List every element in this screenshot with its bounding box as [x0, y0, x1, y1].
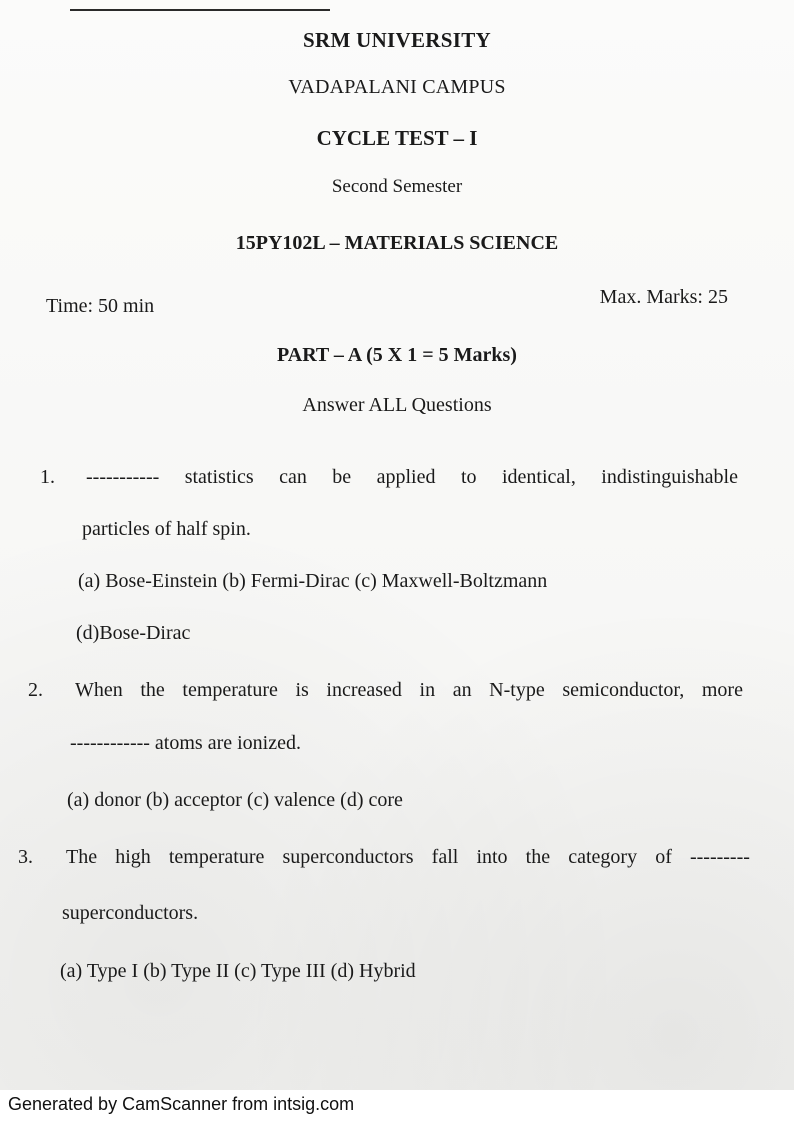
answer-options: (a) donor (b) acceptor (c) valence (d) core [67, 789, 403, 811]
answer-options: (d)Bose-Dirac [76, 622, 191, 644]
scanner-footer [0, 1090, 794, 1123]
question-word: be [332, 466, 352, 488]
question-word: semiconductor, [562, 679, 685, 701]
university-name: SRM UNIVERSITY [303, 28, 491, 52]
question-word: an [452, 679, 472, 701]
question-word: indistinguishable [601, 466, 738, 488]
question-word: temperature [168, 846, 265, 868]
answer-options: (a) Type I (b) Type II (c) Type III (d) Hybrid [60, 960, 416, 982]
question-number: 2. [28, 679, 43, 701]
question-word: of [655, 846, 672, 868]
answer-options: (a) Bose-Einstein (b) Fermi-Dirac (c) Maxwell-Boltzmann [78, 570, 548, 592]
campus-name: VADAPALANI CAMPUS [288, 76, 506, 98]
max-marks: Max. Marks: 25 [599, 286, 728, 308]
part-title: PART – A (5 X 1 = 5 Marks) [277, 344, 517, 366]
question-word: N-type [489, 679, 545, 701]
question-word: fall [431, 846, 459, 868]
exam-time: Time: 50 min [46, 295, 155, 317]
question-word: the [140, 679, 165, 701]
question-word: in [419, 679, 436, 701]
course-title: 15PY102L – MATERIALS SCIENCE [235, 232, 559, 254]
question-word: is [295, 679, 309, 701]
question-word: category [568, 846, 638, 868]
question-text-line: superconductors. [62, 902, 199, 924]
question-text-line: ------------ atoms are ionized. [70, 732, 301, 754]
question-word: high [115, 846, 151, 868]
question-word: increased [326, 679, 402, 701]
question-word: more [701, 679, 743, 701]
question-word: The [66, 846, 98, 868]
question-text-line: particles of half spin. [82, 518, 251, 540]
question-text-line [66, 846, 750, 869]
question-word: ----------- [86, 466, 160, 488]
scanner-watermark: Generated by CamScanner from intsig.com [8, 1094, 355, 1114]
question-word: into [476, 846, 508, 868]
question-word: identical, [501, 466, 576, 488]
question-word: statistics [184, 466, 254, 488]
test-title: CYCLE TEST – I [316, 126, 478, 150]
question-word: can [279, 466, 307, 488]
question-word: temperature [182, 679, 278, 701]
question-text-line [75, 679, 743, 702]
part-instruction: Answer ALL Questions [302, 394, 492, 416]
question-text-line [86, 466, 738, 489]
question-word: When [75, 679, 123, 701]
question-number: 3. [18, 846, 33, 868]
question-word: applied [376, 466, 436, 488]
question-word: superconductors [282, 846, 414, 868]
question-word: --------- [689, 846, 750, 868]
semester: Second Semester [331, 176, 463, 197]
question-word: the [525, 846, 551, 868]
question-number: 1. [40, 466, 55, 488]
question-word: to [460, 466, 477, 488]
top-rule [70, 9, 330, 11]
